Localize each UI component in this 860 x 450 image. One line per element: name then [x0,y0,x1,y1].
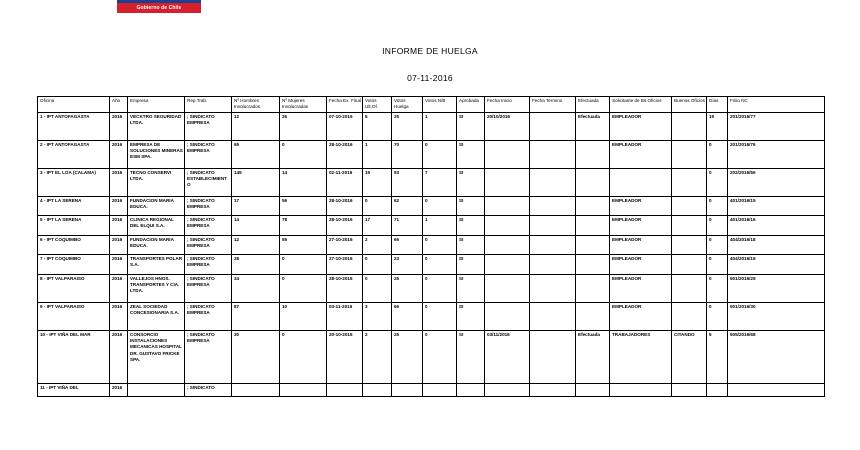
table-cell: 0 [707,255,728,275]
table-cell: FUNDACION MARIA EDUCA. [128,236,185,255]
table-cell [576,384,610,397]
table-cell: 11 - IPT VIÑA DEL [38,384,110,397]
column-header: Nº Mujeres Involucradas [280,97,327,113]
table-cell: 404/2016/18 [728,236,825,255]
table-cell [576,169,610,197]
table-cell: 15 [363,169,392,197]
table-cell: EMPLEADOR [610,236,672,255]
table-cell: 2016 [110,331,128,384]
table-cell: CONSORCIO INSTALACIONES MECANICAS HOSPITAL DR. GUSTAVO FRICKE SPA. [128,331,185,384]
report-title: INFORME DE HUELGA [382,46,478,56]
table-cell [672,197,707,216]
table-cell [485,169,530,197]
table-cell: Efectuada [576,331,610,384]
table-cell [485,216,530,236]
table-cell: 03-11-2016 [327,303,363,331]
table-cell: 7 [423,169,457,197]
table-row [38,331,825,384]
table-cell: EMPLEADOR [610,216,672,236]
table-cell: 5 [707,331,728,384]
column-header: Fecha Termino [530,97,576,113]
table-cell: ; SINDICATO EMPRESA [185,197,232,216]
table-cell: 07-10-2016 [327,113,363,141]
table-cell: 1 [423,216,457,236]
table-cell: ; SINDICATO EMPRESA [185,331,232,384]
table-cell: 2 - IPT ANTOFAGASTA [38,141,110,169]
table-cell: TECNO CONSERVI LTDA. [128,169,185,197]
table-cell: 145 [232,169,280,197]
table-cell [672,141,707,169]
table-cell: 10 [280,303,327,331]
table-cell [485,384,530,397]
column-header: Oficina [38,97,110,113]
table-row [38,236,825,255]
table-cell [280,384,327,397]
table-cell: SI [457,113,485,141]
table-cell: 27-10-2016 [327,236,363,255]
table-cell: 501/2016/30 [728,303,825,331]
table-cell: ; SINDICATO ESTABLECIMIENTO [185,169,232,197]
table-cell: 28-10-2016 [327,216,363,236]
table-cell [576,303,610,331]
table-cell: 2016 [110,113,128,141]
table-cell: CITANDO [672,331,707,384]
column-header: Aprobada [457,97,485,113]
table-cell: ; SINDICATO EMPRESA [185,113,232,141]
table-cell [485,275,530,303]
column-header: Folio NC [728,97,825,113]
table-cell: 202/2016/56 [728,169,825,197]
table-cell: ; SINDICATO [185,384,232,397]
table-cell [576,197,610,216]
table-cell: 03/11/2016 [485,331,530,384]
table-cell: 02-11-2016 [327,169,363,197]
gobierno-logo [117,0,201,13]
table-cell: 2016 [110,384,128,397]
table-cell: 17 [363,216,392,236]
table-cell: EMPLEADOR [610,275,672,303]
table-cell: 2016 [110,303,128,331]
table-cell: SI [457,197,485,216]
table-cell: 2016 [110,236,128,255]
column-header: Fecha Ex. Final [327,97,363,113]
table-cell: 28-10-2016 [327,275,363,303]
table-cell: EMPLEADOR [610,141,672,169]
table-cell: 2016 [110,197,128,216]
table-cell: 4 - IPT LA SERENA [38,197,110,216]
table-cell: 201/2016/77 [728,113,825,141]
table-cell [392,384,423,397]
table-row [38,384,825,397]
table-cell: 23 [392,255,423,275]
column-header: Votos Ult.Of. [363,97,392,113]
table-cell [672,275,707,303]
column-header: Año [110,97,128,113]
table-cell: 66 [392,303,423,331]
table-cell: 8 - IPT VALPARAISO [38,275,110,303]
table-cell [363,384,392,397]
table-row [38,169,825,197]
column-header: Empresa [128,97,185,113]
table-cell: 0 [280,141,327,169]
table-cell: 66 [392,236,423,255]
report-date: 07-11-2016 [407,73,453,83]
table-cell [672,303,707,331]
table-cell: 5 - IPT LA SERENA [38,216,110,236]
table-cell [530,384,576,397]
column-header: Votos Huelga [392,97,423,113]
table-cell: 62 [392,197,423,216]
table-cell: ; SINDICATO EMPRESA [185,141,232,169]
table-cell [530,303,576,331]
table-cell: 2016 [110,169,128,197]
table-cell: 1 [423,113,457,141]
table-cell: 55 [280,236,327,255]
table-cell: 12 [232,236,280,255]
table-cell: 0 [707,216,728,236]
table-cell: 1 - IPT ANTOFAGASTA [38,113,110,141]
table-cell: 65 [232,141,280,169]
table-cell: 0 [423,141,457,169]
table-cell [672,236,707,255]
table-cell: 0 [707,236,728,255]
table-cell: 28 [232,255,280,275]
table-cell: EMPLEADOR [610,255,672,275]
table-cell: 0 [707,141,728,169]
table-cell: 28-10-2016 [327,197,363,216]
table-cell [485,141,530,169]
table-cell: 27-10-2016 [327,255,363,275]
table-cell: 401/2016/16 [728,216,825,236]
table-cell: 0 [707,275,728,303]
column-header: Días [707,97,728,113]
table-cell: 3 [363,303,392,331]
logo-text: Gobierno de Chile [136,5,182,11]
table-cell [530,255,576,275]
table-cell [128,384,185,397]
table-cell [530,275,576,303]
table-cell: ; SINDICATO EMPRESA [185,303,232,331]
table-cell: 0 [280,331,327,384]
table-cell [672,113,707,141]
table-cell: Efectuada [576,113,610,141]
table-cell [610,169,672,197]
table-row [38,197,825,216]
table-cell: 0 [423,255,457,275]
table-cell: 20-10-2016 [327,331,363,384]
table-cell [530,216,576,236]
table-cell: EMPRESA DE SOLUCIONES MINERAS ESM SPA. [128,141,185,169]
table-row [38,216,825,236]
column-header: Efectuada [576,97,610,113]
table-cell: SI [457,275,485,303]
table-cell: FUNDACION MARIA EDUCA. [128,197,185,216]
table-cell: 2016 [110,216,128,236]
table-cell: 0 [707,303,728,331]
table-cell: 0 [280,275,327,303]
table-cell [576,255,610,275]
table-cell: 93 [392,169,423,197]
table-cell: TRABAJADORES [610,331,672,384]
table-row [38,113,825,141]
column-header: Fecha Inicio [485,97,530,113]
table-cell: 2 [363,331,392,384]
table-cell [327,384,363,397]
table-cell: 71 [392,216,423,236]
table-cell: 30 [232,331,280,384]
table-cell: 2 [363,236,392,255]
table-cell: 7 - IPT COQUIMBO [38,255,110,275]
table-cell: 0 [423,236,457,255]
table-cell: 25 [392,113,423,141]
table-cell: 25 [392,275,423,303]
table-cell: EMPLEADOR [610,303,672,331]
table-cell [576,216,610,236]
table-cell: 78 [280,216,327,236]
table-cell: 0 [423,303,457,331]
table-cell: 404/2016/19 [728,255,825,275]
table-cell: 25 [392,331,423,384]
table-cell: 26 [280,113,327,141]
table-cell [423,384,457,397]
table-cell: 0 [363,255,392,275]
table-cell: SI [457,236,485,255]
table-cell [707,384,728,397]
table-cell [530,113,576,141]
table-cell [576,141,610,169]
column-header: Buenos Oficios [672,97,707,113]
table-cell: SI [457,216,485,236]
table-cell [672,216,707,236]
table-cell: 0 [707,169,728,197]
table-cell: 14 [280,169,327,197]
table-cell: EMPLEADOR [610,197,672,216]
table-cell: 5 [363,113,392,141]
table-cell [672,384,707,397]
table-cell: 12 [232,113,280,141]
table-cell: ; SINDICATO EMPRESA [185,236,232,255]
table-cell [530,331,576,384]
table-cell: 2016 [110,255,128,275]
table-cell: 34 [232,275,280,303]
table-cell [485,236,530,255]
table-cell: VALLEJOS HNOS. TRANSPORTES Y CIA. LTDA. [128,275,185,303]
table-cell: SI [457,303,485,331]
logo-red-band [117,3,201,13]
table-cell: CLINICA REGIONAL DEL ELQUI S.A. [128,216,185,236]
table-cell: SI [457,169,485,197]
table-cell: 56 [280,197,327,216]
table-cell: 20/10/2016 [485,113,530,141]
table-cell: 0 [363,275,392,303]
table-cell [457,384,485,397]
table-header-row [38,97,825,113]
table-cell: ; SINDICATO EMPRESA [185,216,232,236]
table-cell: 3 - IPT EL LOA (CALAMA) [38,169,110,197]
table-cell: 9 - IPT VALPARAISO [38,303,110,331]
table-cell: 6 - IPT COQUIMBO [38,236,110,255]
table-cell [232,384,280,397]
table-cell [576,275,610,303]
column-header: Votos N/B [423,97,457,113]
table-cell: 17 [232,197,280,216]
table-cell [530,141,576,169]
table-cell [485,255,530,275]
table-cell: ; SINDICATO EMPRESA [185,275,232,303]
table-cell: ZEAL SOCIEDAD CONCESIONARIA S.A. [128,303,185,331]
table-cell: 0 [423,331,457,384]
table-cell: 19 [707,113,728,141]
table-cell: SI [457,331,485,384]
table-cell [672,255,707,275]
table-cell: 70 [392,141,423,169]
table-cell: 14 [232,216,280,236]
table-cell: 0 [363,197,392,216]
table-cell [728,384,825,397]
table-cell: EMPLEADOR [610,113,672,141]
column-header: Nº Hombres Involucrados [232,97,280,113]
table-cell: 0 [423,275,457,303]
table-cell: 401/2016/15 [728,197,825,216]
table-row [38,255,825,275]
table-cell: 0 [707,197,728,216]
table-cell: 1 [363,141,392,169]
table-row [38,303,825,331]
column-header: Solicitante de Bs.Oficios [610,97,672,113]
table-cell: 0 [423,197,457,216]
table-cell: 201/2016/76 [728,141,825,169]
table-cell [485,303,530,331]
column-header: Rep.Trab. [185,97,232,113]
table-cell: 505/2016/68 [728,331,825,384]
table-cell: 2016 [110,141,128,169]
table-cell [530,169,576,197]
table-cell: 0 [280,255,327,275]
table-cell: TRANSPORTES POLAR S.A. [128,255,185,275]
table-cell: VECKTRO SEGURIDAD LTDA. [128,113,185,141]
table-cell: SI [457,255,485,275]
table-row [38,141,825,169]
table-cell: 501/2016/29 [728,275,825,303]
table-cell [610,384,672,397]
table-row [38,275,825,303]
table-cell [576,236,610,255]
strike-report-table [37,96,825,397]
table-cell: 28-10-2016 [327,141,363,169]
table-cell: 2016 [110,275,128,303]
table-cell: SI [457,141,485,169]
table-cell [530,197,576,216]
table-cell [485,197,530,216]
table-cell: ; SINDICATO EMPRESA [185,255,232,275]
table-cell [672,169,707,197]
table-cell: 10 - IPT VIÑA DEL MAR [38,331,110,384]
table-cell [530,236,576,255]
table-cell: 87 [232,303,280,331]
